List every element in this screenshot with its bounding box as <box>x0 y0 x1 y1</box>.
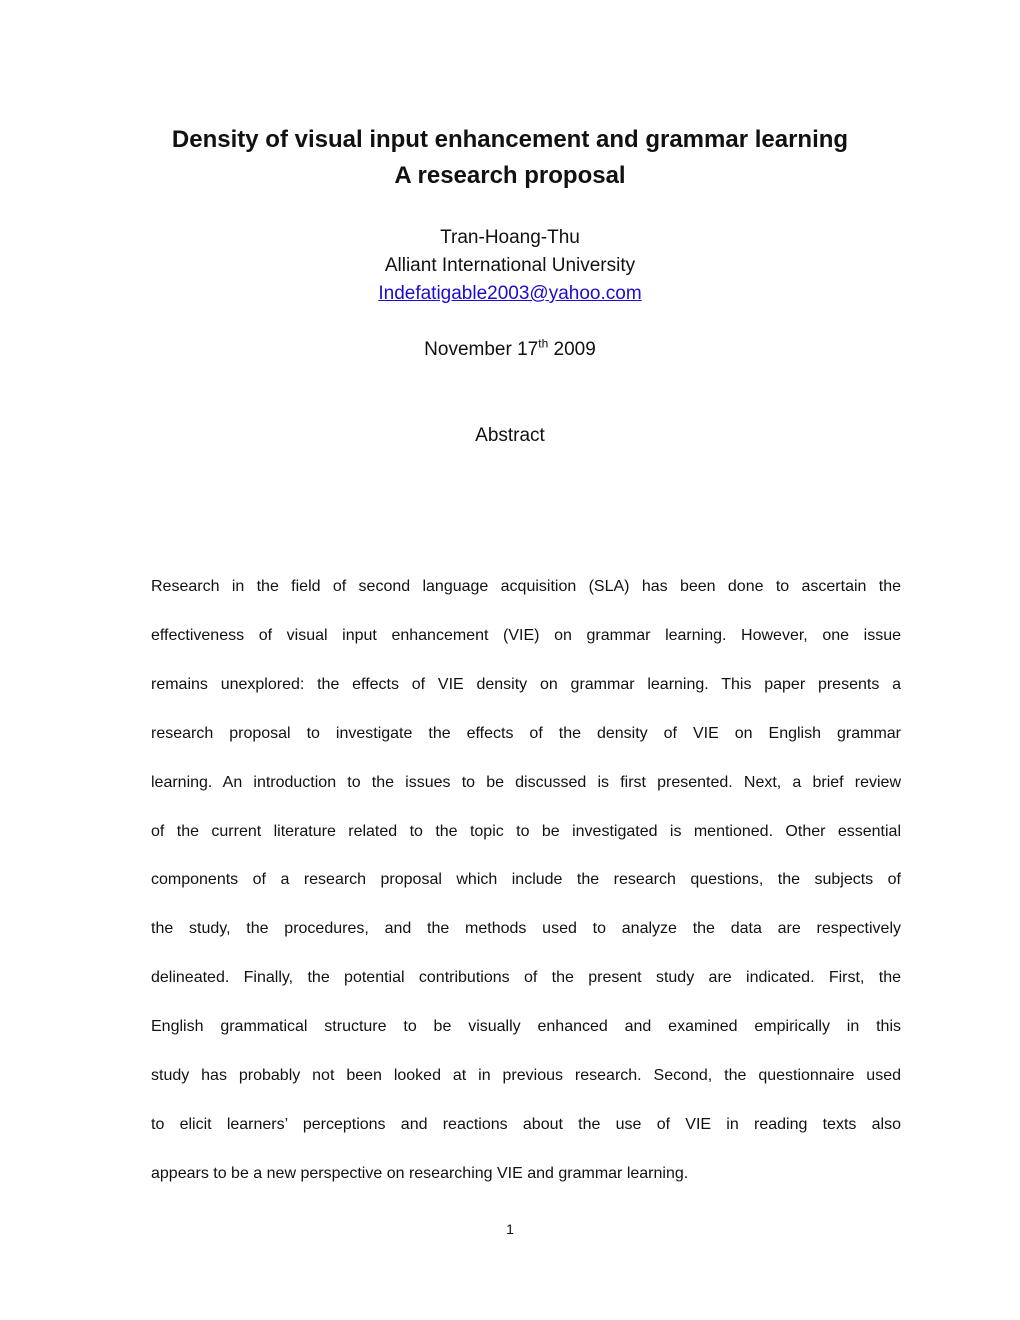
abstract-line: of the current literature related to the topic to be investigated is mentioned. Other essential <box>151 822 901 840</box>
abstract-line: appears to be a new perspective on researching VIE and grammar learning. <box>151 1164 689 1182</box>
abstract-line: remains unexplored: the effects of VIE density on grammar learning. This paper presents a <box>151 675 901 693</box>
page-number: 1 <box>506 1221 514 1237</box>
abstract-line: study has probably not been looked at in previous research. Second, the questionnaire used <box>151 1067 901 1085</box>
date-year: 2009 <box>553 339 596 360</box>
abstract-body <box>151 563 901 1199</box>
date-month-day: November 17 <box>424 339 539 360</box>
author-affiliation: Alliant International University <box>384 255 636 276</box>
paper-title <box>0 122 1020 194</box>
title-line-1: Density of visual input enhancement and grammar learning <box>171 126 849 153</box>
abstract-line: learning. An introduction to the issues to be discussed is first presented. Next, a brief review <box>151 773 901 791</box>
author-block <box>0 224 1020 308</box>
title-line-2: A research proposal <box>394 162 626 189</box>
abstract-line: the study, the procedures, and the methods used to analyze the data are respectively <box>151 920 901 938</box>
author-name: Tran-Hoang-Thu <box>440 227 580 248</box>
abstract-line: components of a research proposal which include the research questions, the subjects of <box>151 871 901 889</box>
abstract-line: to elicit learners’ perceptions and reactions about the use of VIE in reading texts also <box>151 1115 901 1133</box>
abstract-line: English grammatical structure to be visually enhanced and examined empirically in this <box>151 1018 901 1036</box>
abstract-line: research proposal to investigate the effects of the density of VIE on English grammar <box>151 724 901 742</box>
publication-date <box>0 336 1020 364</box>
abstract-line: delineated. Finally, the potential contributions of the present study are indicated. First, the <box>151 969 901 987</box>
date-ordinal-suffix: th <box>538 336 549 351</box>
author-email-link[interactable]: Indefatigable2003@yahoo.com <box>378 283 642 304</box>
abstract-line: Research in the field of second language acquisition (SLA) has been done to ascertain the <box>151 578 901 595</box>
abstract-heading: Abstract <box>475 425 545 446</box>
abstract-line: effectiveness of visual input enhancement (VIE) on grammar learning. However, one issue <box>151 626 901 644</box>
